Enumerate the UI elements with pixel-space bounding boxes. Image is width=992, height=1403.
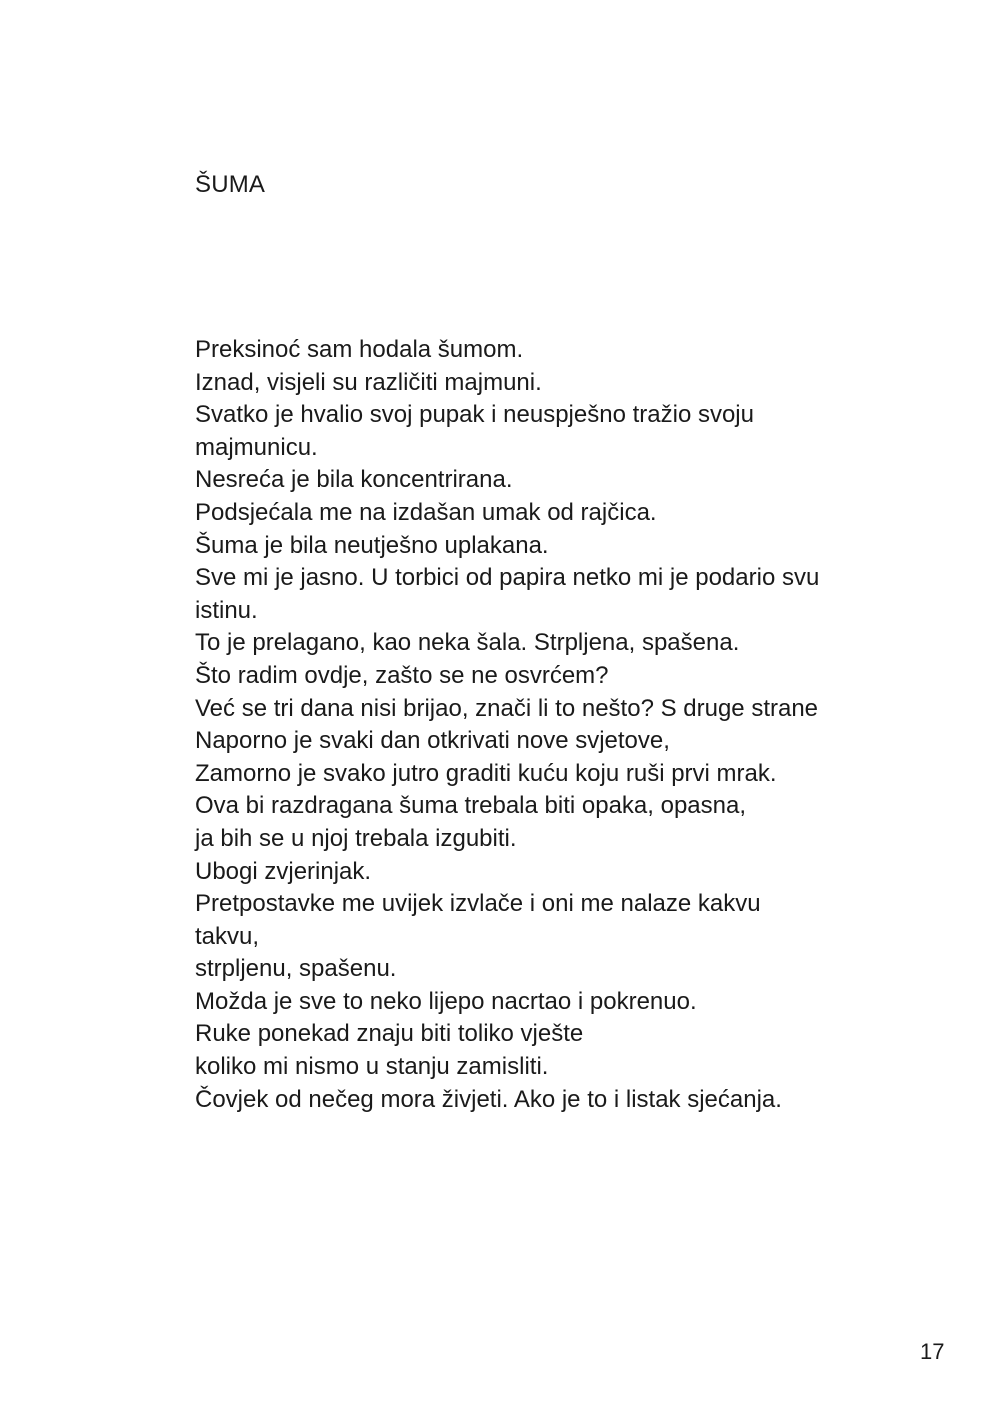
poem-line: Preksinoć sam hodala šumom. [195, 336, 524, 363]
poem-line: Već se tri dana nisi brijao, znači li to nešto? S druge strane [195, 694, 819, 722]
poem-line: Nesreća je bila koncentrirana. [195, 466, 513, 494]
poem-line: Čovjek od nečeg mora živjeti. Ako je to i listak sjećanja. [195, 1085, 782, 1113]
poem-line: Pretpostavke me uvijek izvlače i oni me nalaze kakvu [195, 890, 761, 918]
poem-line: To je prelagano, kao neka šala. Strpljena, spašena. [195, 629, 740, 657]
poem-line: Iznad, visjeli su različiti majmuni. [195, 368, 542, 396]
page-number: 17 [920, 1339, 945, 1364]
poem-line: Možda je sve to neko lijepo nacrtao i pokrenuo. [195, 987, 697, 1015]
poem-body [195, 334, 935, 1116]
poem-line: Što radim ovdje, zašto se ne osvrćem? [195, 661, 609, 689]
poem-line: strpljenu, spašenu. [195, 955, 397, 983]
poem-title: ŠUMA [195, 171, 266, 198]
poem-line: Zamorno je svako jutro graditi kuću koju ruši prvi mrak. [195, 759, 777, 787]
poem-line: Ova bi razdragana šuma trebala biti opaka, opasna, [195, 792, 747, 820]
poem-line: Ruke ponekad znaju biti toliko vješte [195, 1020, 584, 1048]
poem-line: Šuma je bila neutješno uplakana. [195, 531, 549, 559]
poem-line: ja bih se u njoj trebala izgubiti. [195, 824, 517, 852]
poem-line: Podsjećala me na izdašan umak od rajčica. [195, 498, 657, 526]
poem-line: majmunicu. [195, 433, 318, 461]
poem-line: koliko mi nismo u stanju zamisliti. [195, 1053, 549, 1081]
poem-line: Ubogi zvjerinjak. [195, 857, 372, 885]
poem-line: istinu. [195, 596, 258, 624]
poem-line: takvu, [195, 922, 260, 950]
poem-line: Svatko je hvalio svoj pupak i neuspješno tražio svoju [195, 401, 754, 429]
poem-line: Naporno je svaki dan otkrivati nove svjetove, [195, 727, 670, 755]
poem-line: Sve mi je jasno. U torbici od papira netko mi je podario svu [195, 564, 820, 592]
